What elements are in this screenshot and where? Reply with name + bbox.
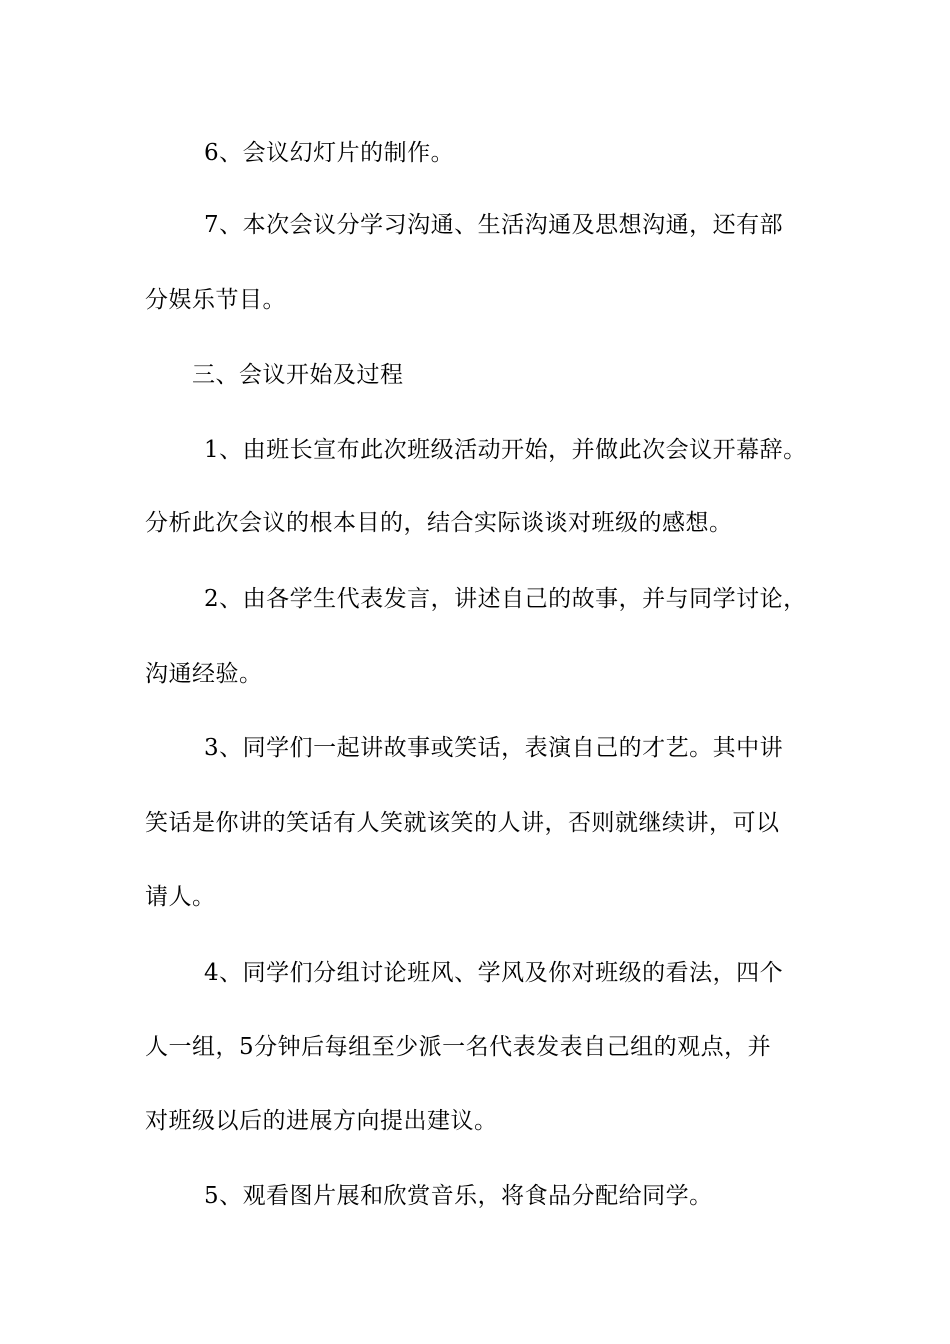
item-7-line-2: 分娱乐节目。 [145,287,286,313]
step-4-line-1: 4、同学们分组讨论班风、学风及你对班级的看法，四个 [204,960,784,986]
step-2-line-2: 沟通经验。 [145,661,263,687]
step-3-line-1: 3、同学们一起讲故事或笑话，表演自己的才艺。其中讲 [204,735,784,761]
step-3-line-2: 笑话是你讲的笑话有人笑就该笑的人讲，否则就继续讲，可以 [145,810,780,836]
step-3-line-3: 请人。 [145,884,216,910]
item-6-line: 6、会议幻灯片的制作。 [204,140,455,166]
step-4-line-2: 人一组，5分钟后每组至少派一名代表发表自己组的观点，并 [145,1034,772,1060]
item-7-line-1: 7、本次会议分学习沟通、生活沟通及思想沟通，还有部 [204,212,784,238]
step-1-line-1: 1、由班长宣布此次班级活动开始，并做此次会议开幕辞。 [204,437,807,463]
step-5-line: 5、观看图片展和欣赏音乐，将食品分配给同学。 [204,1183,713,1209]
step-4-line-3: 对班级以后的进展方向提出建议。 [145,1108,498,1134]
section-heading: 三、会议开始及过程 [192,362,404,388]
step-2-line-1: 2、由各学生代表发言，讲述自己的故事，并与同学讨论， [204,586,807,612]
step-1-line-2: 分析此次会议的根本目的，结合实际谈谈对班级的感想。 [145,510,733,536]
